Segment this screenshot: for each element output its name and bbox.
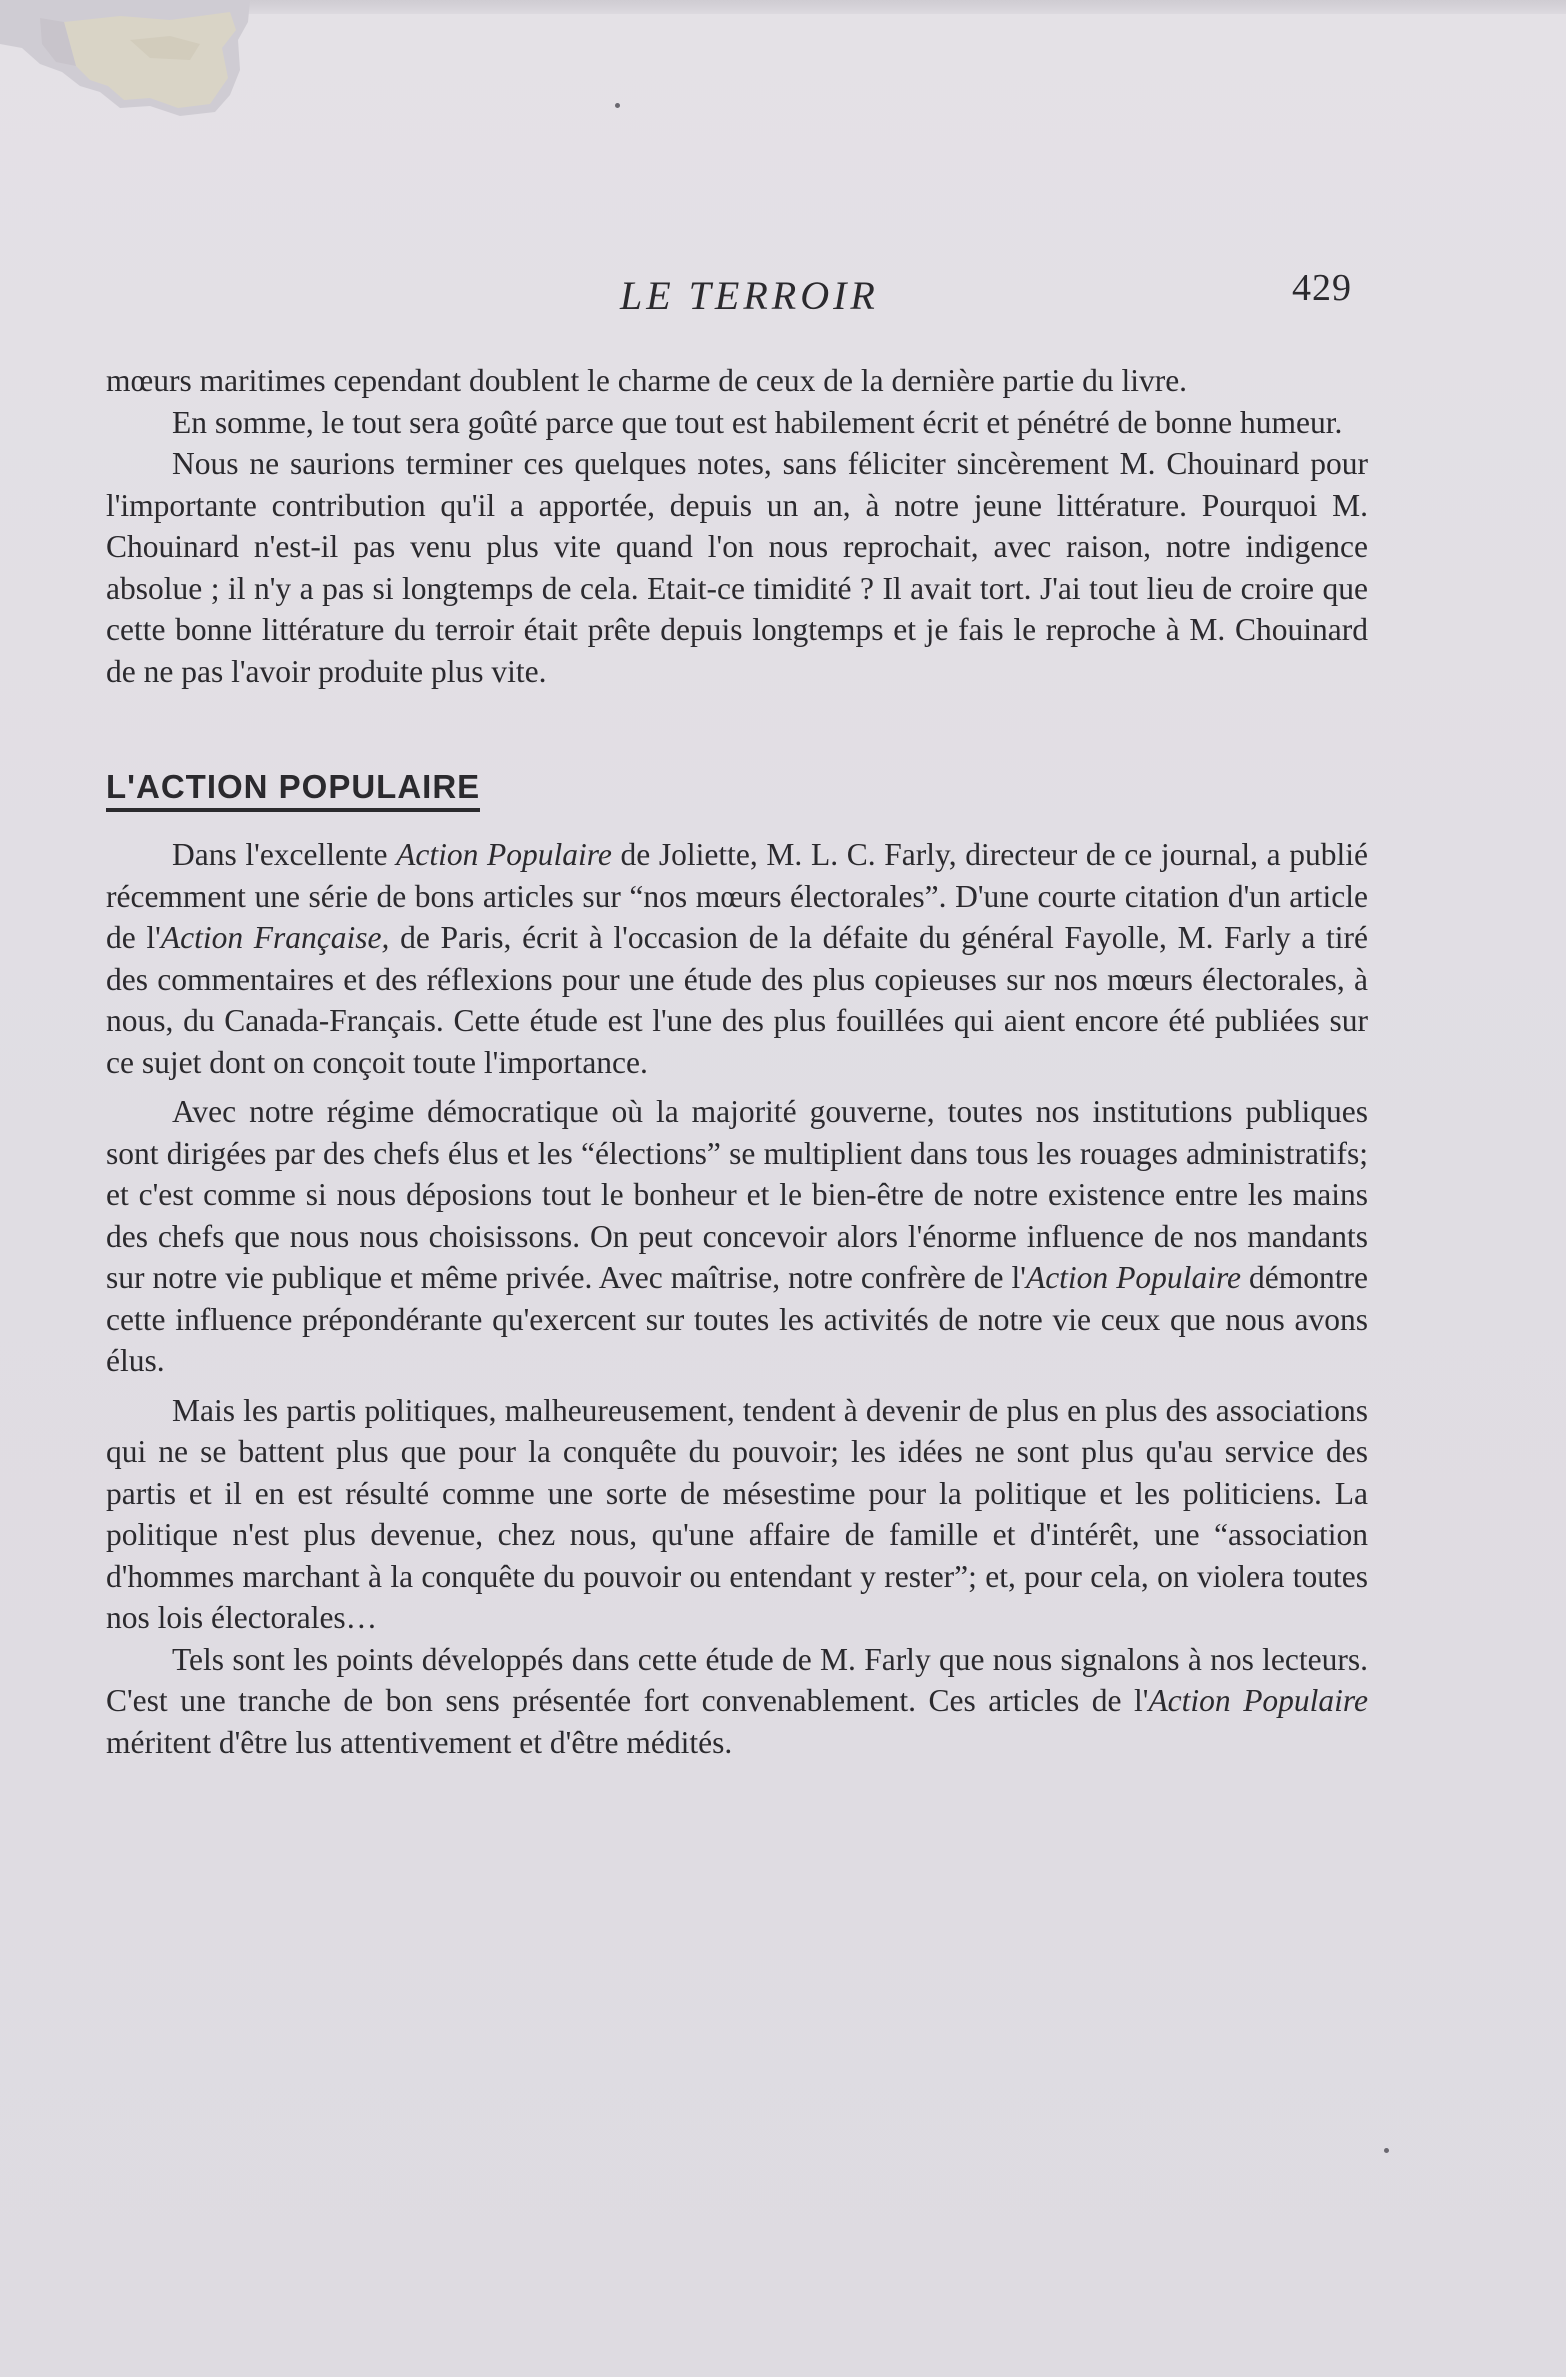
text-run: Dans l'excellente [172,837,397,872]
text-run: de Joliette, M. L. C. Farly, directeur de ce journal, a publié récemment une série de bons articles sur “nos mœurs électorales”. D'une courte citation d'un article de l' [106,837,1368,955]
publication-title: Action Populaire [1148,1683,1369,1718]
publication-title: Action Française, [160,920,390,955]
paper-speck [1384,2148,1389,2153]
paragraph: Nous ne saurions terminer ces quelques notes, sans féliciter sincèrement M. Chouinard pour l'importante contribution qu'il a apportée, depuis un an, à notre jeune littérature. Pourquoi M. Chouinard n'est-il pas venu plus vite quand l'on nous reprochait, avec raison, notre indigence absolue ; il n'y a pas si longtemps de cela. Etait-ce timidité ? Il avait tort. J'ai tout lieu de croire que cette bonne littérature du terroir était prête depuis longtemps et je fais le reproche à M. Chouinard de ne pas l'avoir produite plus vite. [106,446,1368,689]
publication-title: Action Populaire [396,837,612,872]
text-run: démontre cette influence prépondérante qu'exercent sur toutes les activités de notre vie ceux que nous avons élus. [106,1260,1368,1378]
paragraph: Mais les partis politiques, malheureusement, tendent à devenir de plus en plus des associations qui ne se battent plus que pour la conquête du pouvoir; les idées ne sont plus qu'au service des partis et il en est résulté comme une sorte de mésestime pour la politique et les politiciens. La politique n'est plus devenue, chez nous, qu'une affaire de famille et d'intérêt, une “association d'hommes marchant à la conquête du pouvoir ou entendant y rester”; et, pour cela, on violera toutes nos lois électorales… [106,1392,1368,1635]
torn-corner-decoration [0,0,260,120]
text-run: de Paris, écrit à l'occasion de la défaite du général Fayolle, M. Farly a tiré des commentaires et des réflexions pour une étude des plus copieuses sur nos mœurs électorales, à nous, du Canada-Français. Cette étude est l'une des plus fouillées qui aient encore été publiées sur ce sujet dont on conçoit toute l'importance. [106,920,1368,1080]
paragraph-continuation: mœurs maritimes cependant doublent le charme de ceux de la dernière partie du livre. [106,363,1188,398]
paper-speck [615,103,620,108]
page-number: 429 [1292,267,1352,309]
section-heading: L'ACTION POPULAIRE [106,768,480,812]
text-run: Tels sont les points développés dans cette étude de M. Farly que nous signalons à nos lecteurs. C'est une tranche de bon sens présentée fort convenablement. Ces articles de l' [106,1641,1368,1718]
running-head: LE TERROIR [620,273,879,318]
text-run: méritent d'être lus attentivement et d'être médités. [106,1724,733,1760]
publication-title: Action Populaire [1025,1260,1242,1295]
paragraph [106,1639,1368,1764]
paragraph [106,834,1368,1083]
article-body [106,360,1368,1763]
paragraph: En somme, le tout sera goûté parce que tout est habilement écrit et pénétré de bonne humeur. [172,404,1343,440]
paragraph [106,1091,1368,1382]
text-run: Avec notre régime démocratique où la majorité gouverne, toutes nos institutions publiques sont dirigées par des chefs élus et les “élections” se multiplient dans tous les rouages administratifs; et c'est comme si nous déposions tout le bonheur et le bien-être de notre existence entre les mains des chefs que nous nous choisissons. On peut concevoir alors l'énorme influence de nos mandants sur notre vie publique et même privée. Avec maîtrise, notre confrère de l' [106,1094,1368,1295]
